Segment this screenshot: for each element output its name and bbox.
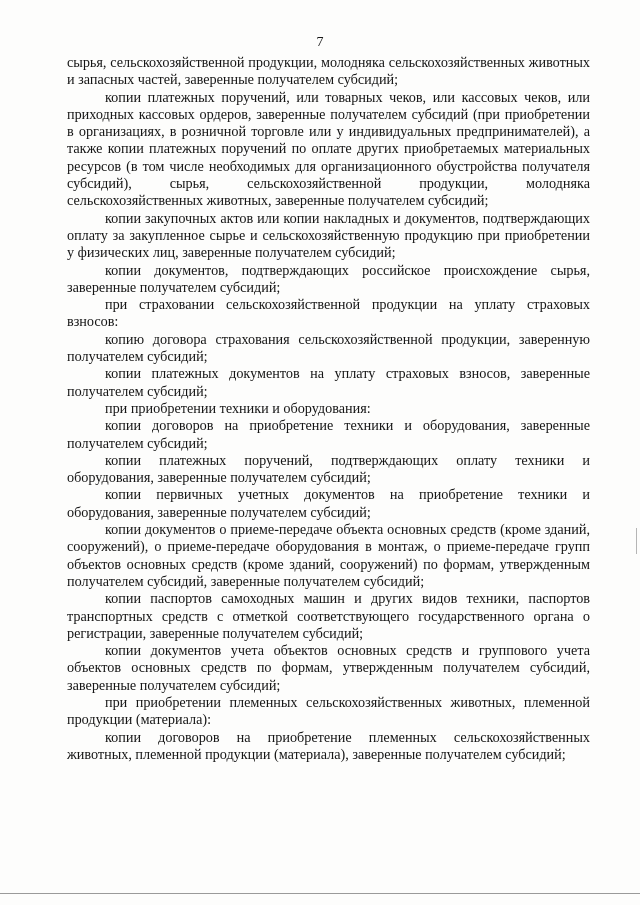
page-number: 7 xyxy=(316,35,324,50)
paragraph-breeding-contracts: копии договоров на приобретение племенных сельскохозяйственных животных, племенной продукции (материала), заверенные получателем субсидий; xyxy=(67,729,590,763)
paragraph-insurance-payments: копии платежных документов на уплату страховых взносов, заверенные получателем субсидий; xyxy=(67,366,590,400)
paragraph-equipment-heading: при приобретении техники и оборудования: xyxy=(105,400,371,417)
paragraph-breeding-heading: при приобретении племенных сельскохозяйственных животных, племенной продукции (материала): xyxy=(67,694,590,729)
paragraph-purchase-acts: копии закупочных актов или копии накладных и документов, подтверждающих оплату за закупленное сырье и сельскохозяйственную продукцию при приобретении у физических лиц, заверенные получателем субсидий; xyxy=(67,210,590,262)
scan-edge-mark xyxy=(636,528,637,554)
paragraph-continuation: сырья, сельскохозяйственной продукции, молодняка сельскохозяйственных животных и запасных частей, заверенные получателем субсидий; xyxy=(67,55,590,89)
paragraph-insurance-contract: копию договора страхования сельскохозяйственной продукции, заверенную получателем субсидий; xyxy=(67,331,590,366)
scan-bottom-line xyxy=(0,893,640,894)
paragraph-equipment-contracts: копии договоров на приобретение техники и оборудования, заверенные получателем субсидий; xyxy=(67,418,590,452)
paragraph-payment-copies: копии платежных поручений, или товарных чеков, или кассовых чеков, или приходных кассовых ордеров, заверенные получателем субсидий (при приобретении в организациях, в розничной торговле или у индивидуальных предпринимателей), а также копии платежных поручений по оплате других приобретаемых материальных ресурсов (в том числе необходимых для организационного обустройства получателя субсидий), сырья, сельскохозяйственной продукции, молодняка сельскохозяйственных животных, заверенные получателем субсидий; xyxy=(67,89,590,210)
paragraph-asset-accounting: копии документов учета объектов основных средств и группового учета объектов основных средств по формам, утвержденным получателем субсидий, заверенные получателем субсидий; xyxy=(67,643,590,694)
document-body xyxy=(67,55,590,764)
paragraph-insurance-heading: при страховании сельскохозяйственной продукции на уплату страховых взносов: xyxy=(67,297,590,331)
paragraph-equipment-payments: копии платежных поручений, подтверждающих оплату техники и оборудования, заверенные получателем субсидий; xyxy=(67,452,590,487)
paragraph-origin-documents: копии документов, подтверждающих российское происхождение сырья, заверенные получателем субсидий; xyxy=(67,262,590,296)
paragraph-asset-transfer: копии документов о приеме-передаче объекта основных средств (кроме зданий, сооружений), о приеме-передаче оборудования в монтаж, о приеме-передаче групп объектов основных средств (кроме зданий, сооружений) по формам, утвержденным получателем субсидий, заверенные получателем субсидий; xyxy=(67,522,590,590)
paragraph-vehicle-passports: копии паспортов самоходных машин и других видов техники, паспортов транспортных средств с отметкой соответствующего государственного органа о регистрации, заверенные получателем субсидий; xyxy=(67,591,590,642)
paragraph-equipment-primary-docs: копии первичных учетных документов на приобретение техники и оборудования, заверенные получателем субсидий; xyxy=(67,487,590,521)
